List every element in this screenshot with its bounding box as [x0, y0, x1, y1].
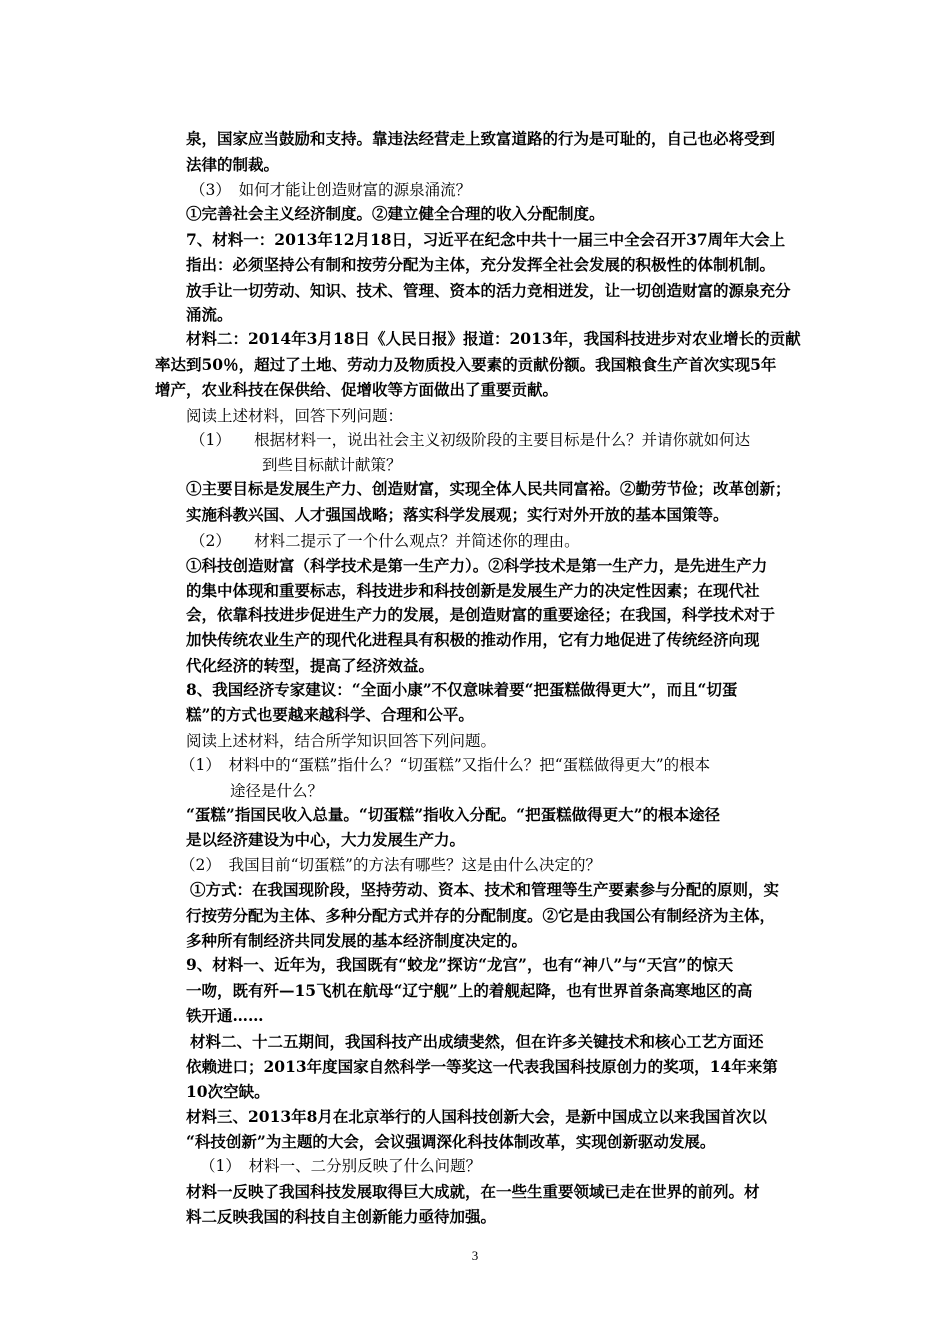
text-line: 材料一反映了我国科技发展取得巨大成就，在一些生重要领域已走在世界的前列。材 — [186, 1182, 760, 1201]
text-line: 料二反映我国的科技自主创新能力亟待加强。 — [186, 1207, 497, 1226]
text-line: 一吻，既有歼—15飞机在航母“辽宁舰”上的着舰起降，也有世界首条高寒地区的高 — [186, 981, 753, 1000]
text-line: （2） 材料二提示了一个什么观点？并简述你的理由。 — [190, 532, 580, 550]
text-line: （1） 材料中的“蛋糕”指什么？“切蛋糕”又指什么？把“蛋糕做得更大”的根本 — [180, 756, 711, 774]
text-line: ①科技创造财富（科学技术是第一生产力）。②科学技术是第一生产力，是先进生产力 — [186, 556, 768, 575]
text-line: 的集中体现和重要标志，科技进步和科技创新是发展生产力的决定性因素；在现代社 — [186, 581, 760, 600]
text-line: 途径是什么？ — [230, 782, 324, 800]
text-line: 指出：必须坚持公有制和按劳分配为主体，充分发挥全社会发展的积极性的体制机制。 — [186, 255, 776, 274]
page-number: 3 — [471, 1248, 479, 1263]
text-line: ①方式：在我国现阶段，坚持劳动、资本、技术和管理等生产要素参与分配的原则，实 — [190, 880, 780, 899]
text-line: 法律的制裁。 — [186, 155, 280, 174]
text-line: 阅读上述材料，回答下列问题： — [186, 407, 404, 425]
text-line: 材料二、十二五期间，我国科技产出成绩斐然，但在许多关键技术和核心工艺方面还 — [190, 1032, 764, 1051]
text-line: 是以经济建设为中心，大力发展生产力。 — [186, 830, 466, 849]
text-line: （3） 如何才能让创造财富的源泉涌流？ — [190, 181, 472, 199]
text-line: 8、我国经济专家建议：“全面小康”不仅意味着要“把蛋糕做得更大”，而且“切蛋 — [186, 680, 738, 699]
text-line: 材料二：2014年3月18日《人民日报》报道：2013年，我国科技进步对农业增长的贡献 — [186, 329, 801, 348]
text-line: 增产，农业科技在保供给、促增收等方面做出了重要贡献。 — [155, 380, 559, 399]
text-line: 10次空缺。 — [186, 1082, 270, 1101]
text-line: 涌流。 — [186, 305, 233, 324]
text-line: 7、材料一：2013年12月18日，习近平在纪念中共十一届三中全会召开37周年大会上 — [186, 230, 786, 249]
text-line: 实施科教兴国、人才强国战略；落实科学发展观；实行对外开放的基本国策等。 — [186, 505, 729, 524]
text-line: 依赖进口；2013年度国家自然科学一等奖这一代表我国科技原创力的奖项，14年来第 — [186, 1057, 778, 1076]
text-line: 材料三、2013年8月在北京举行的人国科技创新大会，是新中国成立以来我国首次以 — [186, 1107, 767, 1126]
text-line: 放手让一切劳动、知识、技术、管理、资本的活力竞相迸发，让一切创造财富的源泉充分 — [186, 281, 791, 300]
text-line: （2） 我国目前“切蛋糕”的方法有哪些？这是由什么决定的？ — [180, 856, 601, 874]
text-line: 到些目标献计献策？ — [262, 456, 402, 474]
text-line: 加快传统农业生产的现代化进程具有积极的推动作用，它有力地促进了传统经济向现 — [186, 630, 760, 649]
text-line: 多种所有制经济共同发展的基本经济制度决定的。 — [186, 931, 528, 950]
text-line: 泉，国家应当鼓励和支持。靠违法经营走上致富道路的行为是可耻的，自己也必将受到 — [186, 129, 776, 148]
text-line: 9、材料一、近年为，我国既有“蛟龙”探访“龙宫”，也有“神八”与“天宫”的惊天 — [186, 955, 734, 974]
text-line: ①完善社会主义经济制度。②建立健全合理的收入分配制度。 — [186, 204, 605, 223]
text-line: 会，依靠科技进步促进生产力的发展，是创造财富的重要途径；在我国，科学技术对于 — [186, 605, 776, 624]
text-line: 代化经济的转型，提高了经济效益。 — [186, 656, 435, 675]
text-line: “蛋糕”指国民收入总量。“切蛋糕”指收入分配。“把蛋糕做得更大”的根本途径 — [186, 805, 720, 824]
text-line: 阅读上述材料，结合所学知识回答下列问题。 — [186, 732, 497, 750]
text-line: 糕”的方式也要越来越科学、合理和公平。 — [186, 705, 474, 724]
text-line: 行按劳分配为主体、多种分配方式并存的分配制度。②它是由我国公有制经济为主体， — [186, 906, 776, 925]
text-line: （1） 根据材料一，说出社会主义初级阶段的主要目标是什么？并请你就如何达 — [190, 431, 751, 449]
text-line: ①主要目标是发展生产力、创造财富，实现全体人民共同富裕。②勤劳节俭；改革创新； — [186, 479, 791, 498]
text-line: “科技创新”为主题的大会，会议强调深化科技体制改革，实现创新驱动发展。 — [186, 1132, 716, 1151]
text-line: 铁开通…… — [186, 1006, 264, 1025]
text-line: 率达到50％，超过了土地、劳动力及物质投入要素的贡献份额。我国粮食生产首次实现5年 — [155, 355, 777, 374]
text-line: （1） 材料一、二分别反映了什么问题？ — [200, 1157, 482, 1175]
